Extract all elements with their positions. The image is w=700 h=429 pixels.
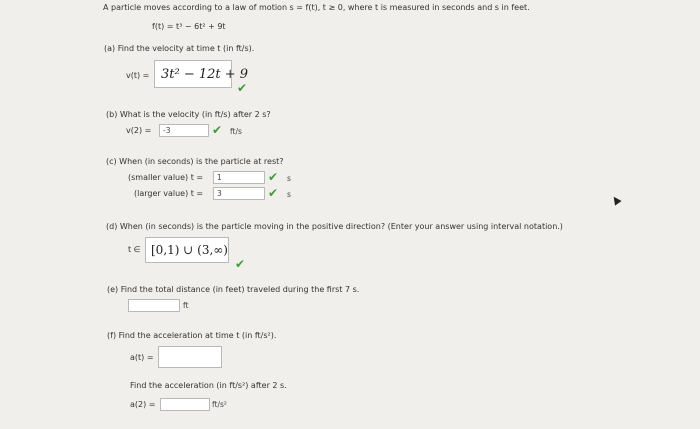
feet-unit: ft [183,301,189,310]
velocity-answer-field[interactable] [154,60,249,88]
question-b: (b) What is the velocity (in ft/s) after 2 s? [106,110,271,119]
acceleration-field[interactable] [158,346,222,368]
question-f: (f) Find the acceleration at time t (in ft/s²). [107,331,277,340]
question-f-part2: Find the acceleration (in ft/s²) after 2 s. [130,381,287,390]
mouse-cursor-icon [610,194,621,205]
larger-value-field[interactable] [213,187,265,200]
smaller-value: 1 [217,173,222,182]
acceleration-label: a(t) = [130,353,154,362]
larger-value: 3 [217,189,222,198]
question-c: (c) When (in seconds) is the particle at rest? [106,157,284,166]
acceleration-unit: ft/s² [212,400,227,409]
total-distance-field[interactable] [128,299,180,312]
velocity-at-2-label: v(2) = [126,126,152,135]
smaller-value-field[interactable] [213,171,265,184]
velocity-at-2-field[interactable] [159,124,209,137]
problem-statement: A particle moves according to a law of motion s = f(t), t ≥ 0, where t is measured in seconds and s in feet. [103,3,530,12]
interval-answer-field[interactable] [145,237,229,263]
smaller-value-label: (smaller value) t = [128,173,204,182]
interval-label: t ∈ [128,245,141,254]
larger-value-label: (larger value) t = [134,189,204,198]
velocity-answer: 3t² − 12t + 9 [161,67,249,82]
question-e: (e) Find the total distance (in feet) traveled during the first 7 s. [107,285,360,294]
seconds-unit: s [287,190,291,199]
question-d: (d) When (in seconds) is the particle moving in the positive direction? (Enter your answer using interval notation.) [106,222,563,231]
velocity-label: v(t) = [126,71,150,80]
check-icon: ✔ [268,170,279,184]
acceleration-at-2-field[interactable] [160,398,210,411]
check-icon: ✔ [212,123,223,137]
velocity-unit: ft/s [230,127,242,136]
check-icon: ✔ [237,81,248,95]
function-definition: f(t) = t³ − 6t² + 9t [152,22,226,31]
acceleration-at-2-label: a(2) = [130,400,156,409]
seconds-unit: s [287,174,291,183]
check-icon: ✔ [235,257,246,271]
question-a: (a) Find the velocity at time t (in ft/s). [104,44,255,53]
velocity-at-2-value: -3 [163,126,171,135]
check-icon: ✔ [268,186,279,200]
interval-answer: [0,1) ∪ (3,∞) [151,243,228,257]
